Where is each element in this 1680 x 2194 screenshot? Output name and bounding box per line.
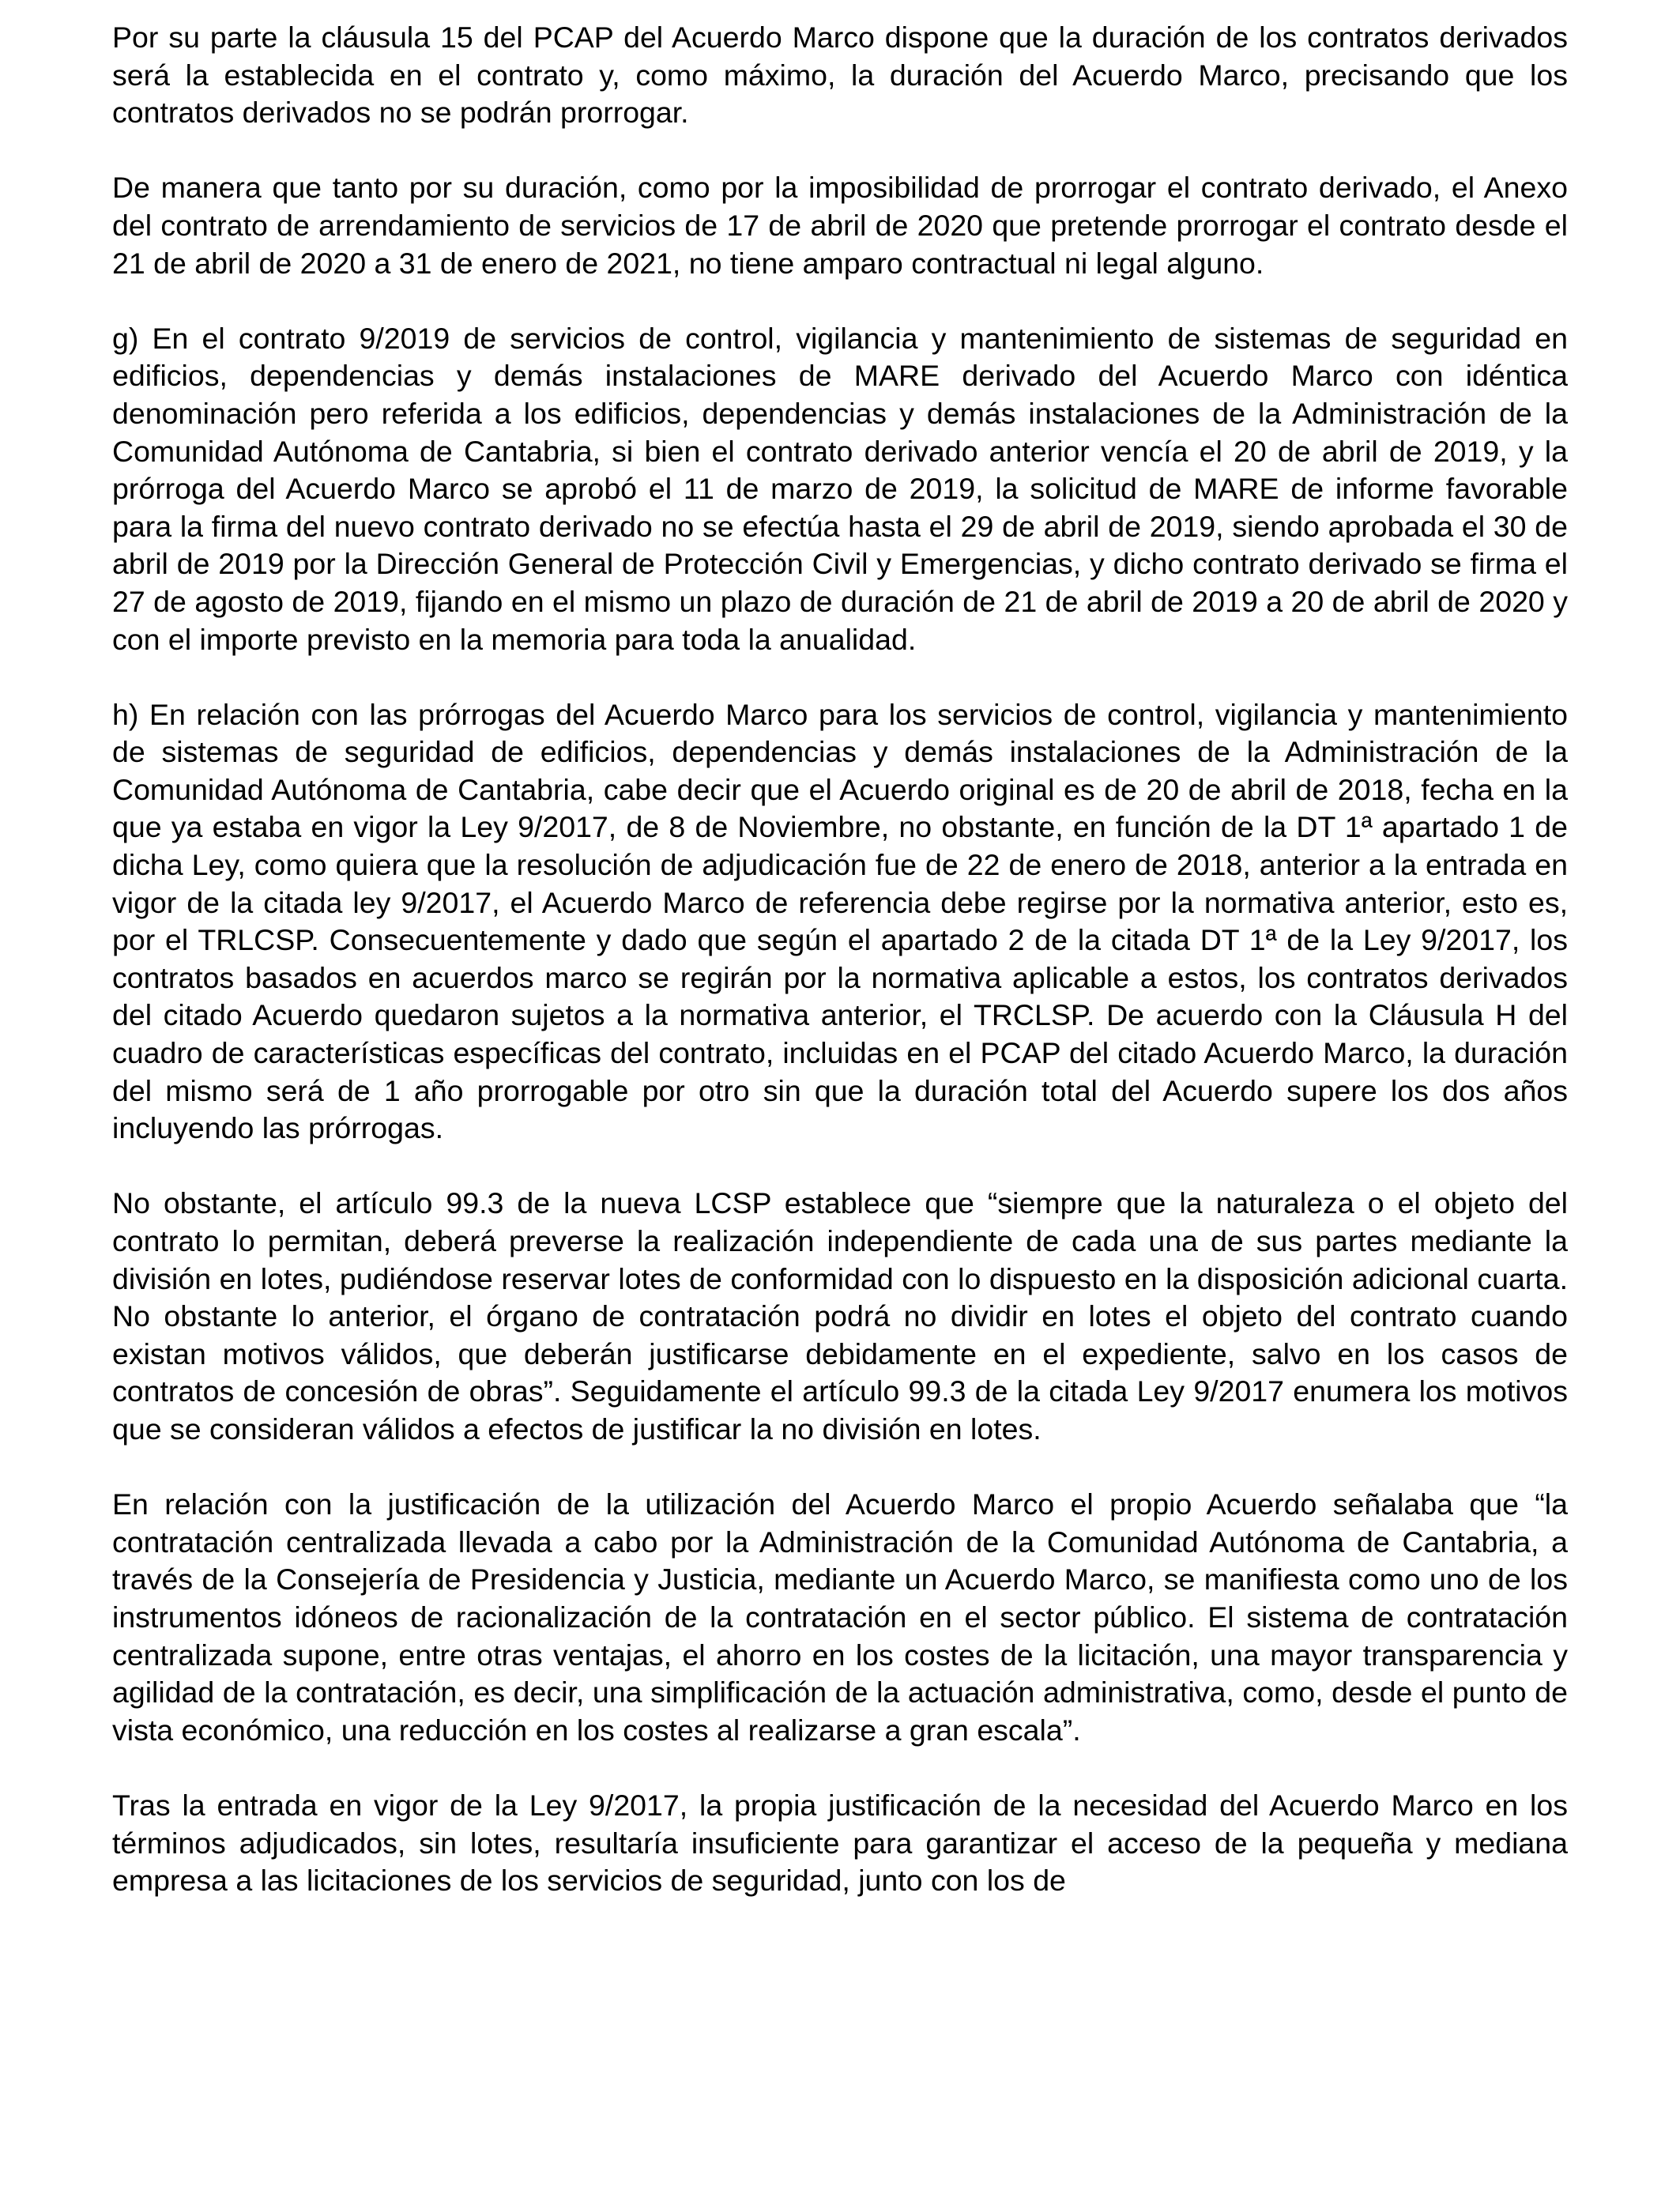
document-page <box>112 19 1568 1900</box>
paragraph-h-prorrogas-acuerdo-marco: h) En relación con las prórrogas del Acuerdo Marco para los servicios de control, vigilancia y mantenimiento de sistemas de seguridad de edificios, dependencias y demás instalaciones de la Administración de la Comunidad Autónoma de Cantabria, cabe decir que el Acuerdo original es de 20 de abril de 2018, fecha en la que ya estaba en vigor la Ley 9/2017, de 8 de Noviembre, no obstante, en función de la DT 1ª apartado 1 de dicha Ley, como quiera que la resolución de adjudicación fue de 22 de enero de 2018, anterior a la entrada en vigor de la citada ley 9/2017, el Acuerdo Marco de referencia debe regirse por la normativa anterior, esto es, por el TRLCSP. Consecuentemente y dado que según el apartado 2 de la citada DT 1ª de la Ley 9/2017, los contratos basados en acuerdos marco se regirán por la normativa aplicable a estos, los contratos derivados del citado Acuerdo quedaron sujetos a la normativa anterior, el TRCLSP. De acuerdo con la Cláusula H del cuadro de características específicas del contrato, incluidas en el PCAP del citado Acuerdo Marco, la duración del mismo será de 1 año prorrogable por otro sin que la duración total del Acuerdo supere los dos años incluyendo las prórrogas. <box>112 697 1568 1145</box>
paragraph-ley-9-2017-lotes: Tras la entrada en vigor de la Ley 9/2017, la propia justificación de la necesidad del Acuerdo Marco en los términos adjudicados, sin lotes, resultaría insuficiente para garantizar el acceso de la pequeña y mediana empresa a las licitaciones de los servicios de seguridad, junto con los de <box>112 1788 1568 1898</box>
paragraph-articulo-99-3: No obstante, el artículo 99.3 de la nueva LCSP establece que “siempre que la naturaleza o el objeto del contrato lo permitan, deberá preverse la realización independiente de cada una de sus partes mediante la división en lotes, pudiéndose reservar lotes de conformidad con lo dispuesto en la disposición adicional cuarta. No obstante lo anterior, el órgano de contratación podrá no dividir en lotes el objeto del contrato cuando existan motivos válidos, que deberán justificarse debidamente en el expediente, salvo en los casos de contratos de concesión de obras”. Seguidamente el artículo 99.3 de la citada Ley 9/2017 enumera los motivos que se consideran válidos a efectos de justificar la no división en lotes. <box>112 1186 1568 1446</box>
paragraph-anexo-prorroga: De manera que tanto por su duración, como por la imposibilidad de prorrogar el contrato derivado, el Anexo del contrato de arrendamiento de servicios de 17 de abril de 2020 que pretende prorrogar el contrato desde el 21 de abril de 2020 a 31 de enero de 2021, no tiene amparo contractual ni legal alguno. <box>112 171 1568 280</box>
paragraph-clausula-15: Por su parte la cláusula 15 del PCAP del Acuerdo Marco dispone que la duración de los contratos derivados será la establecida en el contrato y, como máximo, la duración del Acuerdo Marco, precisando que los contratos derivados no se podrán prorrogar. <box>112 21 1568 130</box>
paragraph-g-contrato-9-2019: g) En el contrato 9/2019 de servicios de control, vigilancia y mantenimiento de sistemas de seguridad en edificios, dependencias y demás instalaciones de MARE derivado del Acuerdo Marco con idéntica denominación pero referida a los edificios, dependencias y demás instalaciones de la Administración de la Comunidad Autónoma de Cantabria, si bien el contrato derivado anterior vencía el 20 de abril de 2019, y la prórroga del Acuerdo Marco se aprobó el 11 de marzo de 2019, la solicitud de MARE de informe favorable para la firma del nuevo contrato derivado no se efectúa hasta el 29 de abril de 2019, siendo aprobada el 30 de abril de 2019 por la Dirección General de Protección Civil y Emergencias, y dicho contrato derivado se firma el 27 de agosto de 2019, fijando en el mismo un plazo de duración de 21 de abril de 2019 a 20 de abril de 2020 y con el importe previsto en la memoria para toda la anualidad. <box>112 321 1568 656</box>
paragraph-justificacion-acuerdo: En relación con la justificación de la utilización del Acuerdo Marco el propio Acuerdo señalaba que “la contratación centralizada llevada a cabo por la Administración de la Comunidad Autónoma de Cantabria, a través de la Consejería de Presidencia y Justicia, mediante un Acuerdo Marco, se manifiesta como uno de los instrumentos idóneos de racionalización de la contratación en el sector público. El sistema de contratación centralizada supone, entre otras ventajas, el ahorro en los costes de la licitación, una mayor transparencia y agilidad de la contratación, es decir, una simplificación de la actuación administrativa, como, desde el punto de vista económico, una reducción en los costes al realizarse a gran escala”. <box>112 1487 1568 1747</box>
